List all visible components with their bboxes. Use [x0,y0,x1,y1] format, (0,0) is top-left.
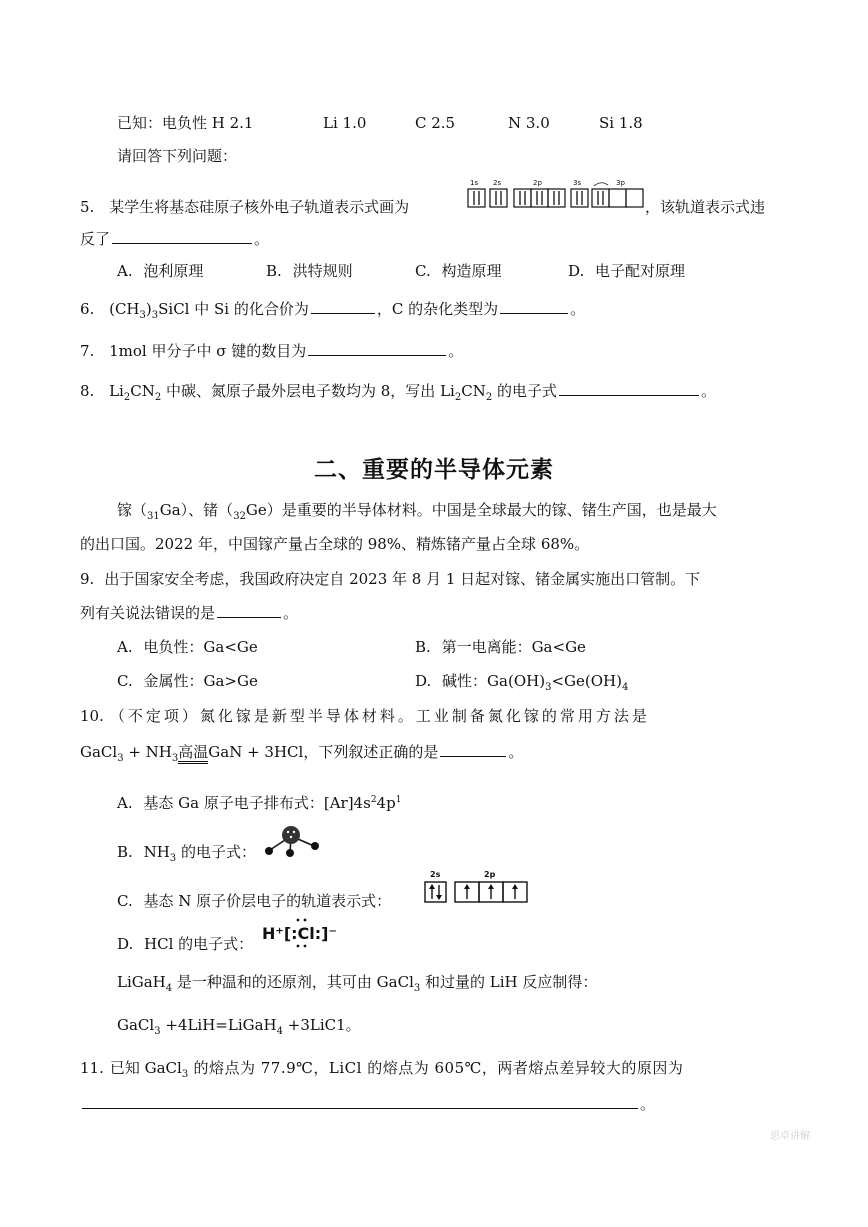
reaction-condition: 高温 [178,743,208,764]
known-li: Li 1.0 [323,114,367,132]
orbital-label-3s: 3s [573,179,582,187]
section-title: 二、重要的半导体元素 [314,457,554,483]
q10-option-c[interactable]: C. 基态 N 原子价层电子的轨道表示式： [117,892,392,910]
orbital-label-1s: 1s [470,179,479,187]
q5-option-d[interactable]: D. 电子配对原理 [568,262,686,280]
q5-line1: 5. 某学生将基态硅原子核外电子轨道表示式画为 [80,198,410,216]
nitrogen-orbital-diagram [420,868,532,910]
orbital-label-2p: 2p [484,870,496,879]
q6-valence-blank[interactable] [311,299,375,314]
orbital-label-3p: 3p [616,179,625,187]
prompt: 请回答下列问题： [117,147,238,165]
q10-option-d[interactable]: D. HCl 的电子式： [117,935,254,953]
intro-line2: 的出口国。2022 年，中国镓产量占全球的 98%、精炼锗产量占全球 68%。 [80,535,590,553]
silicon-orbital-diagram [464,178,644,214]
q11-line2: 。 [80,1094,655,1114]
q8-answer-blank[interactable] [559,381,699,396]
known-si: Si 1.8 [599,114,643,132]
hcl-electron-formula [261,915,343,953]
known-c: C 2.5 [415,114,456,132]
q11-answer-blank[interactable] [82,1094,638,1109]
q10-line2: GaCl$_3$ + $NH_3$高温GaN + 3HCl，下列叙述正确的是 。 [80,743,524,764]
q5-line1-tail: ，该轨道表示式违 [645,198,766,216]
q9-answer-blank[interactable] [217,603,281,618]
q9-option-a[interactable]: A. 电负性：Ga<Ge [117,638,258,656]
q5-option-a[interactable]: A. 泡利原理 [117,262,204,280]
q10-line1: 10. （不定项）氮化镓是新型半导体材料。工业制备氮化镓的常用方法是 [80,707,650,725]
hcl-formula-text: H⁺[:Cl:]⁻ [262,924,337,943]
q5-line2: 反了 。 [80,230,270,248]
q10-answer-blank[interactable] [440,742,506,757]
q5-option-b[interactable]: B. 洪特规则 [266,262,353,280]
q9-line1: 9. 出于国家安全考虑，我国政府决定自 2023 年 8 月 1 日起对镓、锗金属实施出口管制。下 [80,570,701,588]
intro-line1: 镓$(_{31}Ga)$、锗$(_{32}Ge)$是重要的半导体材料。中国是全球最大的镓、锗生产国，也是最大 [117,501,717,522]
q5-answer-blank[interactable] [112,229,252,244]
q10-option-b[interactable]: B. $NH_3$ 的电子式： [117,843,256,864]
orbital-label-2p: 2p [533,179,542,187]
q6-line: 6. $(CH_3)_3SiCl$ 中 Si 的化合价为 ，C 的杂化类型为 。 [80,300,586,321]
q6-hybrid-blank[interactable] [500,299,568,314]
q5-option-c[interactable]: C. 构造原理 [415,262,502,280]
note-equation: GaCl$_3$ +4LiH=LiGaH$_4$ +3LiC1。 [117,1016,361,1037]
orbital-label-2s: 2s [430,870,441,879]
known-prefix: 已知：电负性 H 2.1 [117,114,254,132]
q7-answer-blank[interactable] [308,341,446,356]
q9-option-c[interactable]: C. 金属性：Ga>Ge [117,672,258,690]
q11-line1: 11. 已知 GaCl$_3$ 的熔点为 77.9℃，LiCl 的熔点为 605℃，两者熔点差异较大的原因为 [80,1059,684,1080]
orbital-label-2s: 2s [493,179,502,187]
q10-option-a[interactable]: A. 基态 Ga 原子电子排布式：$[Ar]4s^24p^1$ [117,794,402,812]
known-n: N 3.0 [508,114,550,132]
note-line1: LiGaH$_4$ 是一种温和的还原剂，其可由 GaCl$_3$ 和过量的 LiH 反应制得： [117,973,598,994]
q9-option-b[interactable]: B. 第一电离能：Ga<Ge [415,638,586,656]
q8-line: 8. $Li_2CN_2$ 中碳、氮原子最外层电子数均为 8，写出 $Li_2CN_2$ 的电子式 。 [80,382,716,403]
q7-line: 7. 1mol 甲分子中 σ 键的数目为 。 [80,342,464,360]
q9-option-d[interactable]: D. 碱性：$Ga(OH)_3<Ge(OH)_4$ [415,672,629,693]
nh3-ball-model-icon [262,824,322,862]
watermark: 思卓讲解 [770,1131,810,1142]
q9-line2: 列有关说法错误的是 。 [80,604,299,622]
q5-num: 5. [80,198,95,216]
